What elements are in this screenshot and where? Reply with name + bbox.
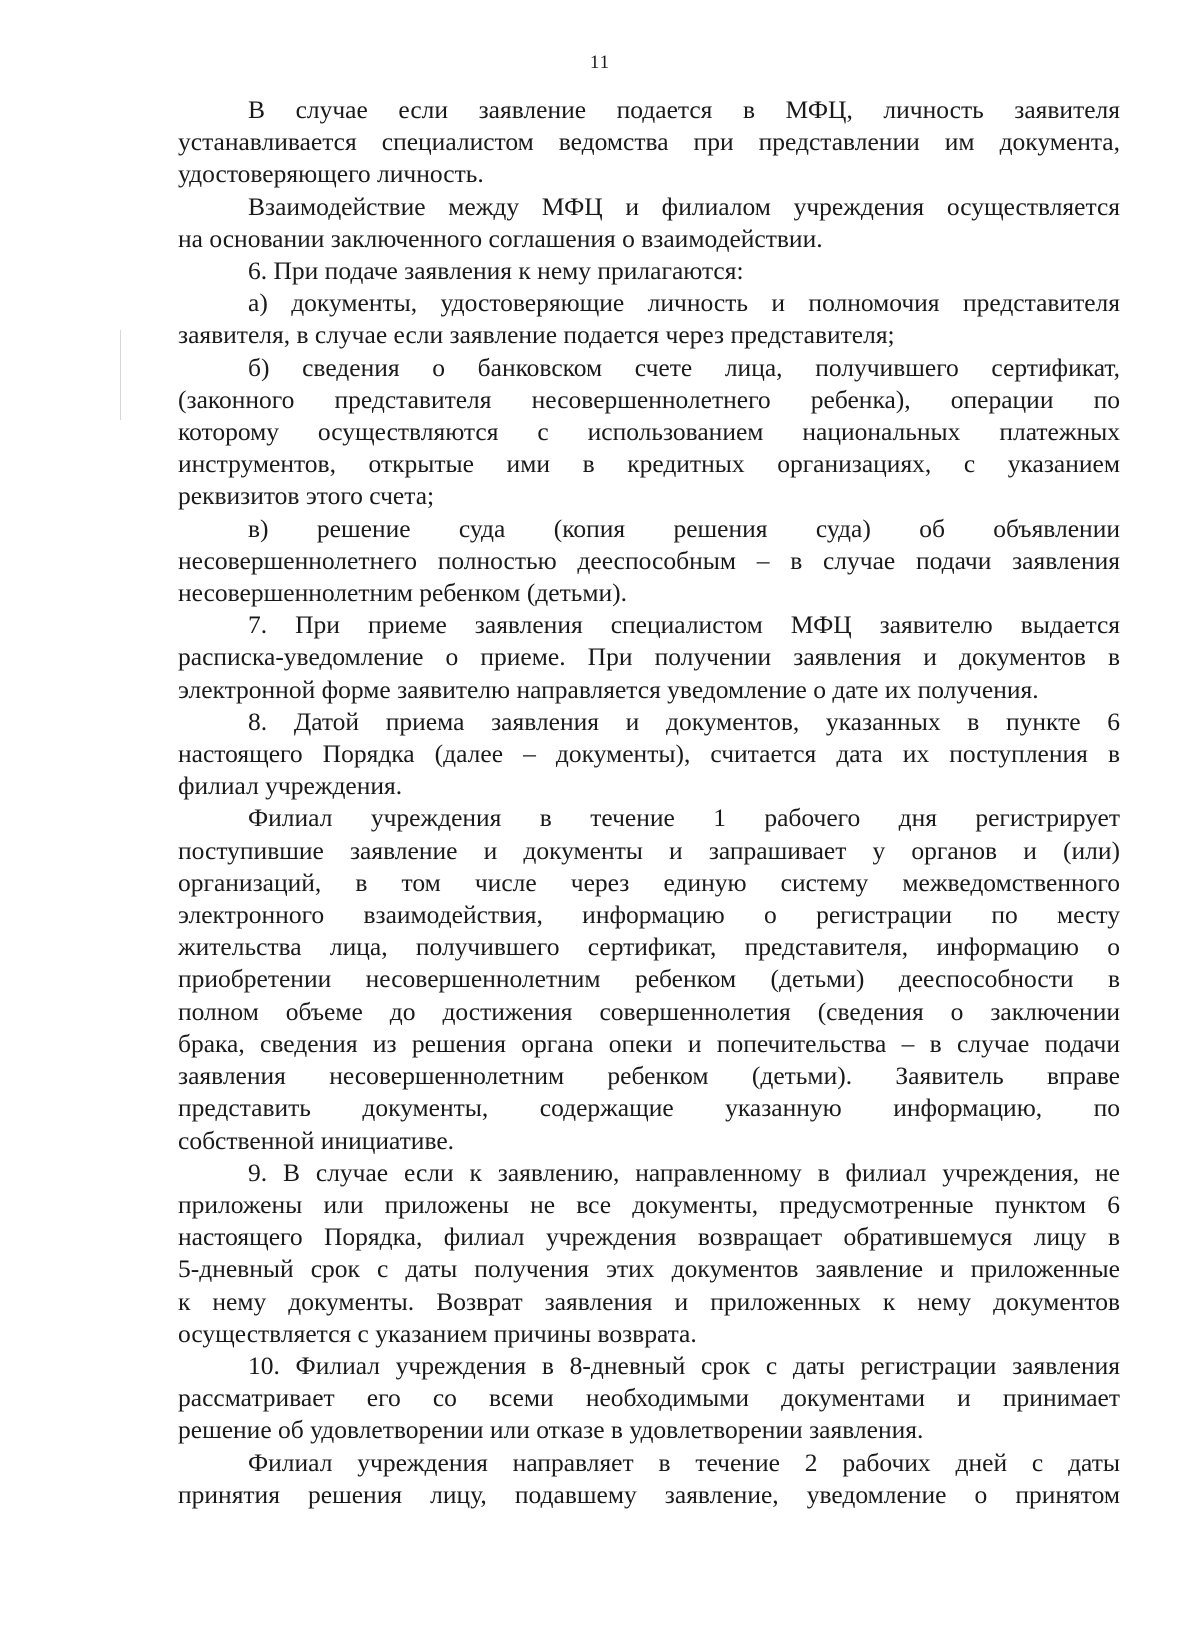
text-line: настоящего Порядка (далее – документы), считается дата их поступления в [178, 739, 1120, 769]
text-line: электронного взаимодействия, информацию о регистрации по месту [178, 900, 1120, 930]
text-line: удостоверяющего личность. [178, 159, 484, 189]
text-line: организаций, в том числе через единую систему межведомственного [178, 867, 1120, 897]
text-line: 7. При приеме заявления специалистом МФЦ заявителю выдается [248, 610, 1120, 640]
text-line: полном объеме до достижения совершеннолетия (сведения о заключении [178, 996, 1120, 1026]
text-line: а) документы, удостоверяющие личность и полномочия представителя [248, 288, 1120, 318]
text-line: 8. Датой приема заявления и документов, указанных в пункте 6 [248, 706, 1120, 736]
text-line: несовершеннолетним ребенком (детьми). [178, 578, 628, 608]
text-line: устанавливается специалистом ведомства при представлении им документа, [178, 127, 1120, 157]
text-line: на основании заключенного соглашения о взаимодействии. [178, 223, 823, 253]
paragraph-p7 [178, 609, 1120, 706]
document-body [178, 94, 1120, 1511]
paragraph-p4 [178, 287, 1120, 351]
text-line: рассматривает его со всеми необходимыми документами и принимает [178, 1383, 1120, 1413]
text-line: к нему документы. Возврат заявления и приложенных к нему документов [178, 1286, 1120, 1316]
text-line: настоящего Порядка, филиал учреждения возвращает обратившемуся лицу в [178, 1222, 1120, 1252]
text-line: несовершеннолетнего полностью дееспособным – в случае подачи заявления [178, 545, 1120, 575]
paragraph-p6 [178, 513, 1120, 610]
text-line: филиал учреждения. [178, 771, 403, 801]
text-line: Филиал учреждения направляет в течение 2 рабочих дней с даты [248, 1447, 1120, 1477]
paragraph-p8 [178, 706, 1120, 803]
text-line: инструментов, открытые ими в кредитных организациях, с указанием [178, 449, 1120, 479]
text-line: в) решение суда (копия решения суда) об объявлении [248, 513, 1120, 543]
text-line: заявления несовершеннолетним ребенком (детьми). Заявитель вправе [178, 1061, 1120, 1091]
paragraph-p11 [178, 1350, 1120, 1447]
text-line: электронной форме заявителю направляется уведомление о дате их получения. [178, 674, 1039, 704]
text-line: брака, сведения из решения органа опеки и попечительства – в случае подачи [178, 1028, 1120, 1058]
text-line: приобретении несовершеннолетним ребенком (детьми) дееспособности в [178, 964, 1120, 994]
text-line: осуществляется с указанием причины возврата. [178, 1318, 697, 1348]
text-line: представить документы, содержащие указанную информацию, по [178, 1093, 1120, 1123]
page-number: 11 [589, 52, 611, 73]
text-line: расписка-уведомление о приеме. При получении заявления и документов в [178, 642, 1120, 672]
text-line: б) сведения о банковском счете лица, получившего сертификат, [248, 352, 1120, 382]
paragraph-p10 [178, 1157, 1120, 1350]
text-line: В случае если заявление подается в МФЦ, личность заявителя [248, 95, 1120, 124]
paragraph-p12 [178, 1447, 1120, 1511]
text-line: жительства лица, получившего сертификат, представителя, информацию о [178, 932, 1120, 962]
text-line: реквизитов этого счета; [178, 481, 435, 511]
text-line: заявителя, в случае если заявление подается через представителя; [178, 320, 895, 350]
text-line: 10. Филиал учреждения в 8-дневный срок с даты регистрации заявления [248, 1350, 1120, 1380]
text-line: 5-дневный срок с даты получения этих документов заявление и приложенные [178, 1254, 1120, 1284]
text-line: которому осуществляются с использованием национальных платежных [178, 417, 1120, 447]
paragraph-p1 [178, 94, 1120, 191]
scan-margin-mark [120, 330, 121, 420]
text-line: решение об удовлетворении или отказе в удовлетворении заявления. [178, 1415, 924, 1445]
text-line: поступившие заявление и документы и запрашивает у органов и (или) [178, 835, 1120, 865]
text-line: принятия решения лицу, подавшему заявление, уведомление о принятом [178, 1479, 1120, 1509]
text-line: приложены или приложены не все документы, предусмотренные пунктом 6 [178, 1189, 1120, 1219]
paragraph-p2 [178, 191, 1120, 255]
text-line: Филиал учреждения в течение 1 рабочего дня регистрирует [248, 803, 1120, 833]
text-line: 6. При подаче заявления к нему прилагаются: [248, 256, 744, 286]
text-line: собственной инициативе. [178, 1125, 455, 1155]
text-line: (законного представителя несовершеннолетнего ребенка), операции по [178, 384, 1120, 414]
paragraph-p5 [178, 352, 1120, 513]
text-line: 9. В случае если к заявлению, направленному в филиал учреждения, не [248, 1157, 1120, 1187]
text-line: Взаимодействие между МФЦ и филиалом учреждения осуществляется [248, 191, 1120, 221]
paragraph-p9 [178, 802, 1120, 1156]
paragraph-p3 [178, 255, 1120, 287]
